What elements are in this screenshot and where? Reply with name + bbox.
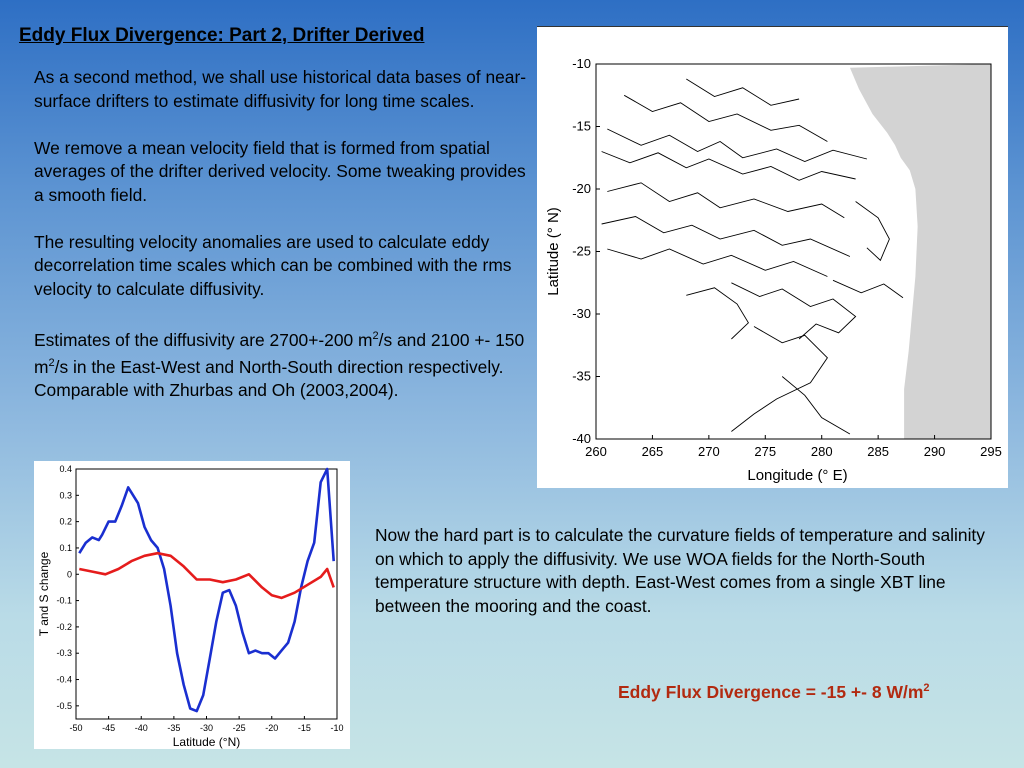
p4-part-c: /s in the East-West and North-South direction respectively. Comparable with Zhurbas and Oh (2003,2004).: [34, 356, 504, 401]
paragraph-5: Now the hard part is to calculate the curvature fields of temperature and salinity on which to apply the diffusivity. We use WOA fields for the North-South temperature structure with depth. East-West comes from a single XBT line between the mooring and the coast.: [375, 525, 985, 616]
ts-y-tick-label: 0.3: [59, 490, 72, 501]
drifter-track: [856, 202, 890, 261]
ts-y-axis-label: T and S change: [37, 551, 51, 637]
drifter-map: [537, 27, 1008, 487]
slide-title: Eddy Flux Divergence: Part 2, Drifter Derived: [19, 25, 425, 46]
map-x-tick-label: 280: [810, 444, 833, 459]
p4-sup-2: 2: [48, 356, 55, 369]
drifter-track: [782, 377, 850, 435]
drifter-track: [607, 183, 844, 218]
ts-y-tick-label: 0.2: [59, 516, 72, 527]
drifter-track: [607, 249, 827, 277]
ts-y-tick-label: -0.4: [56, 674, 72, 685]
ts-x-tick-label: -45: [102, 723, 116, 733]
ts-change-chart: [34, 461, 350, 749]
body-text: [34, 66, 534, 426]
map-x-tick-label: 270: [698, 444, 720, 459]
map-y-tick-label: -10: [572, 56, 591, 71]
map-x-tick-label: 295: [980, 444, 1002, 459]
ts-x-tick-label: -10: [330, 723, 344, 733]
map-x-tick-label: 285: [867, 444, 889, 459]
paragraph-3: The resulting velocity anomalies are used to calculate eddy decorrelation time scales which can be combined with the rms velocity to calculate diffusivity.: [34, 231, 512, 299]
p4-sup-1: 2: [372, 329, 379, 342]
p4-part-b: /s and 2100 +- 150 m: [34, 329, 525, 377]
ts-y-tick-label: -0.2: [56, 621, 72, 632]
drifter-track: [833, 280, 903, 298]
drifter-track: [686, 288, 748, 339]
ts-x-tick-label: -30: [199, 723, 214, 733]
ts-x-tick-label: -35: [167, 723, 181, 733]
map-y-tick-label: -30: [572, 306, 591, 321]
ts-change-chart-panel: [34, 461, 350, 749]
map-x-tick-label: 275: [754, 444, 777, 459]
ts-y-tick-label: -0.3: [56, 648, 72, 659]
ts-y-tick-label: 0.4: [59, 464, 72, 474]
p4-part-a: Estimates of the diffusivity are 2700+-200 m: [34, 329, 373, 350]
map-y-tick-label: -25: [572, 243, 591, 259]
map-x-tick-label: 260: [585, 444, 607, 459]
series-line-red: [79, 553, 333, 598]
drifter-track: [602, 217, 850, 257]
map-y-axis-label: Latitude (° N): [545, 207, 562, 296]
ts-x-axis-label: Latitude (°N): [172, 735, 241, 749]
drifter-track: [602, 152, 856, 181]
map-x-axis-label: Longitude (° E): [747, 467, 848, 484]
result-sup: 2: [923, 682, 930, 695]
paragraph-4: [34, 325, 534, 403]
drifter-track: [731, 283, 855, 339]
map-y-tick-label: -20: [572, 181, 591, 196]
ts-x-tick-label: -20: [265, 723, 279, 733]
ts-x-tick-label: -50: [69, 723, 83, 733]
ts-x-tick-label: -40: [134, 723, 148, 733]
ts-y-tick-label: -0.1: [56, 595, 72, 606]
drifter-track: [624, 95, 827, 141]
drifter-track: [731, 327, 827, 432]
map-y-tick-label: -35: [572, 368, 591, 384]
series-line-blue: [79, 469, 333, 711]
ts-x-tick-label: -25: [232, 723, 246, 733]
map-y-tick-label: -15: [572, 118, 591, 134]
paragraph-1: As a second method, we shall use historical data bases of near-surface drifters to estimate diffusivity for long time scales.: [34, 67, 527, 111]
map-y-tick-label: -40: [572, 431, 591, 446]
paragraph-2: We remove a mean velocity field that is formed from spatial averages of the drifter derived velocity. Some tweaking provides a smooth field.: [34, 137, 526, 205]
drifter-track: [686, 79, 799, 105]
ts-x-tick-label: -15: [297, 723, 311, 733]
ts-y-tick-label: 0.1: [59, 542, 72, 553]
ts-y-tick-label: 0: [66, 569, 72, 580]
result-main: Eddy Flux Divergence = -15 +- 8 W/m: [618, 682, 924, 702]
map-x-tick-label: 265: [641, 444, 664, 459]
ts-y-tick-label: -0.5: [56, 700, 72, 711]
map-x-tick-label: 290: [923, 444, 946, 459]
result-text: [618, 682, 930, 703]
drifter-map-panel: [537, 26, 1008, 488]
